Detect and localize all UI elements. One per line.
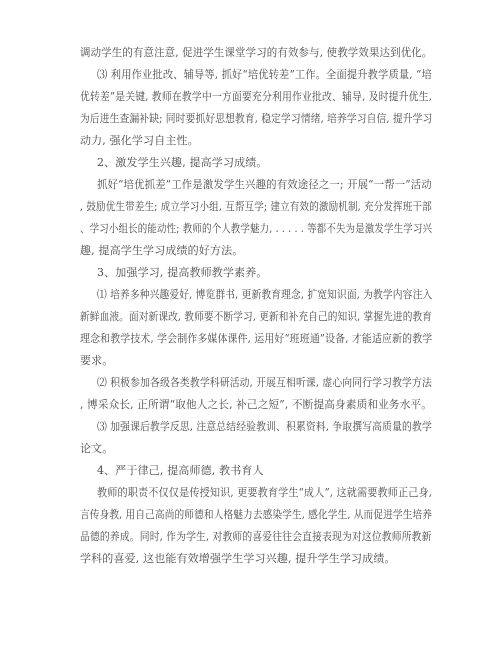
text-line: 新鲜血液。面对新课改, 教师要不断学习, 更新和补充自己的知识, 掌握先进的教育 [80, 310, 433, 323]
text-line: 调动学生的有意注意, 促进学生课堂学习的有效参与, 使教学效果达到优化。 [80, 46, 433, 59]
text-line: 品德的养成。同时, 作为学生, 对教师的喜爱往往会直接表现为对这位教师所教新 [80, 530, 432, 543]
text-line: 抓好“培优抓差”工作是激发学生兴趣的有效途径之一; 开展“一帮一”活动 [97, 178, 432, 191]
text-line: ⑴ 培养多种兴趣爱好, 博览群书, 更新教育理念, 扩宽知识面, 为教学内容注入 [97, 288, 433, 301]
text-line: 、学习小组长的能动性; 教师的个人教学魅力, . . . . . 等都不失为是激发学生学习兴 [80, 222, 433, 235]
text-line: ⑵ 积极参加各级各类教学科研活动, 开展互相听课, 虚心向同行学习教学方法 [97, 376, 432, 389]
text-line: 教师的职责不仅仅是传授知识, 更要教育学生“成人”, 这就需要教师正己身, [97, 486, 433, 499]
text-line: 优转差”是关键, 教师在教学中一方面要充分利用作业批改、辅导, 及时提升优生, [80, 90, 432, 103]
text-line: 言传身教, 用自己高尚的师德和人格魅力去感染学生, 感化学生, 从而促进学生培养 [80, 508, 433, 521]
text-line: 动力, 强化学习自主性。 [80, 134, 199, 147]
text-line: , 鼓励优生带差生; 成立学习小组, 互帮互学; 建立有效的激励机制, 充分发挥班干部 [80, 200, 432, 213]
text-line: 学科的喜爱, 这也能有效增强学生学习兴趣, 提升学生学习成绩。 [80, 552, 396, 565]
section-heading: 3、加强学习, 提高教师教学素养。 [97, 266, 268, 279]
text-line: ⑶ 利用作业批改、辅导等, 抓好“培优转差”工作。全面提升教学质量, “培 [97, 68, 432, 81]
text-line: 要求。 [80, 354, 114, 367]
section-heading: 4、严于律己, 提高师德, 教书育人 [97, 464, 264, 477]
text-line: ⑶ 加强课后教学反思, 注意总结经验教训、积累资料, 争取撰写高质量的教学 [97, 420, 432, 433]
text-line: 论文。 [80, 442, 114, 455]
text-line: 理念和教学技术, 学会制作多媒体课件, 运用好“班班通”设备, 才能适应新的教学 [80, 332, 433, 345]
text-line: 为后进生查漏补缺; 同时要抓好思想教育, 稳定学习情绪, 培养学习自信, 提升学习 [80, 112, 433, 125]
text-line: , 博采众长, 正所谓“取他人之长, 补己之短”, 不断提高身素质和业务水平。 [80, 398, 433, 411]
section-heading: 2、激发学生兴趣, 提高学习成绩。 [97, 156, 268, 169]
text-line: 趣, 提高学生学习成绩的好方法。 [80, 244, 244, 257]
